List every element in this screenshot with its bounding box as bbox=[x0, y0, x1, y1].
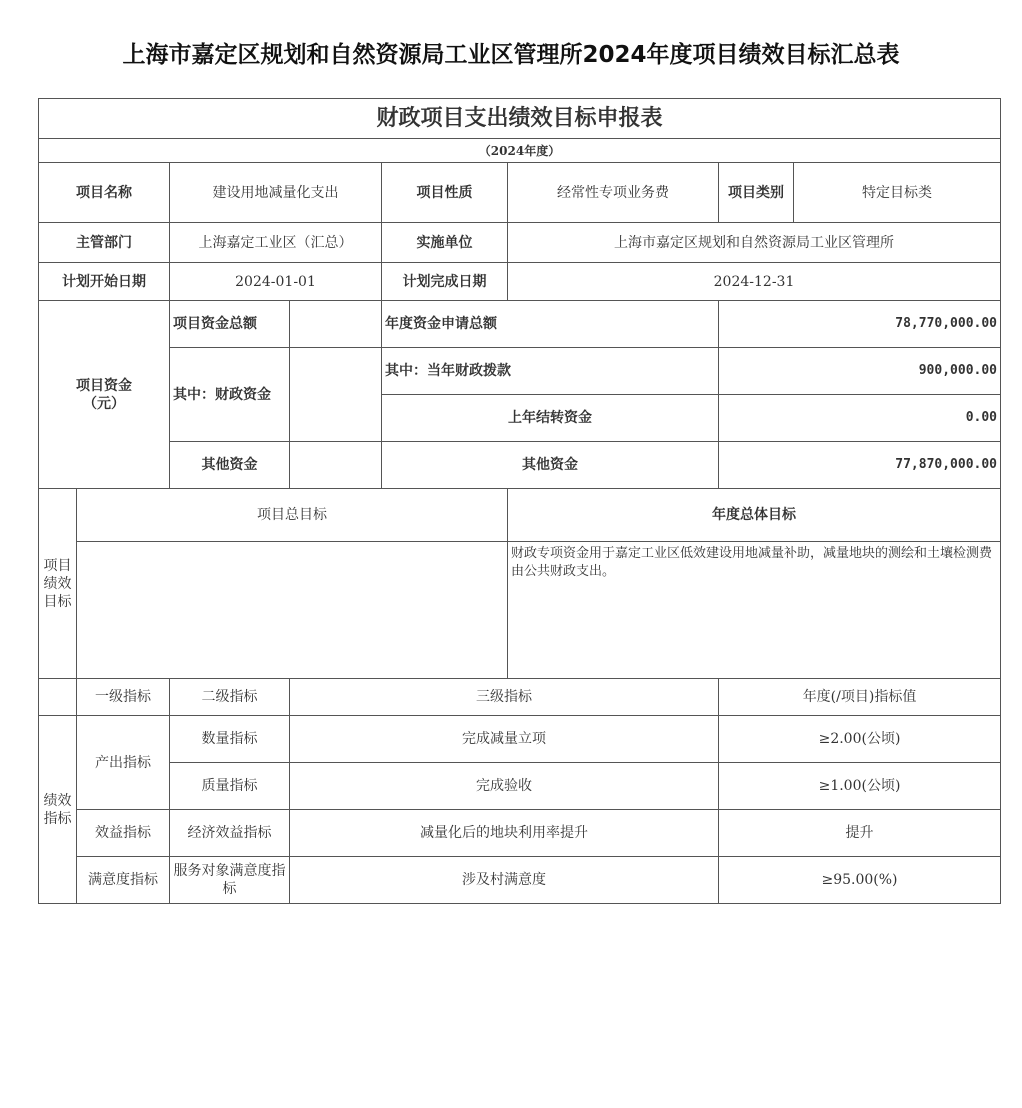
sheet-year: （2024年度） bbox=[39, 139, 1001, 163]
funds-label: 项目资金 bbox=[76, 377, 132, 394]
start-date-label: 计划开始日期 bbox=[39, 263, 170, 301]
indicator-value: ≥95.00(%) bbox=[719, 857, 1001, 904]
overall-goal-text bbox=[77, 542, 508, 679]
annual-goal-text: 财政专项资金用于嘉定工业区低效建设用地减量补助，减量地块的测绘和土壤检测费由公共财政支出。 bbox=[508, 542, 1001, 679]
header-value: 年度(/项目)指标值 bbox=[719, 679, 1001, 716]
header-level1: 一级指标 bbox=[77, 679, 170, 716]
indicator-level2: 数量指标 bbox=[170, 716, 290, 763]
sheet-title: 财政项目支出绩效目标申报表 bbox=[39, 99, 1001, 139]
unit-label: 实施单位 bbox=[382, 223, 508, 263]
annual-total-label: 年度资金申请总额 bbox=[382, 301, 719, 348]
other-funds-value bbox=[290, 442, 382, 489]
annual-other-value: 77,870,000.00 bbox=[719, 442, 1001, 489]
table-row bbox=[39, 716, 1001, 763]
header-level2: 二级指标 bbox=[170, 679, 290, 716]
indicator-level2: 经济效益指标 bbox=[170, 810, 290, 857]
indicator-level3: 完成验收 bbox=[290, 763, 719, 810]
overall-goal-label: 项目总目标 bbox=[77, 489, 508, 542]
indicator-level1: 产出指标 bbox=[77, 716, 170, 810]
indicator-level1: 满意度指标 bbox=[77, 857, 170, 904]
indicator-value: ≥1.00(公顷) bbox=[719, 763, 1001, 810]
other-funds-label: 其他资金 bbox=[170, 442, 290, 489]
indicator-value: ≥2.00(公顷) bbox=[719, 716, 1001, 763]
indicator-level3: 完成减量立项 bbox=[290, 716, 719, 763]
indicator-level2: 质量指标 bbox=[170, 763, 290, 810]
dept-value: 上海嘉定工业区（汇总） bbox=[170, 223, 382, 263]
project-name-label: 项目名称 bbox=[39, 163, 170, 223]
indicator-level1: 效益指标 bbox=[77, 810, 170, 857]
goals-section-label: 项目绩效目标 bbox=[39, 489, 77, 679]
project-nature-value: 经常性专项业务费 bbox=[508, 163, 719, 223]
page-title: 上海市嘉定区规划和自然资源局工业区管理所2024年度项目绩效目标汇总表 bbox=[122, 42, 900, 68]
project-category-label: 项目类别 bbox=[719, 163, 794, 223]
funds-total-label: 项目资金总额 bbox=[170, 301, 290, 348]
performance-report-table bbox=[38, 98, 1001, 904]
annual-goal-label: 年度总体目标 bbox=[508, 489, 1001, 542]
end-date-value: 2024-12-31 bbox=[508, 263, 1001, 301]
project-name-value: 建设用地减量化支出 bbox=[170, 163, 382, 223]
indicator-header-blank bbox=[39, 679, 77, 716]
dept-label: 主管部门 bbox=[39, 223, 170, 263]
current-alloc-label: 其中：当年财政拨款 bbox=[382, 348, 719, 395]
indicator-level2: 服务对象满意度指标 bbox=[170, 857, 290, 904]
start-date-value: 2024-01-01 bbox=[170, 263, 382, 301]
indicators-section-label: 绩效指标 bbox=[39, 716, 77, 904]
table-row bbox=[39, 810, 1001, 857]
funds-total-value bbox=[290, 301, 382, 348]
indicator-level3: 减量化后的地块利用率提升 bbox=[290, 810, 719, 857]
carryover-label: 上年结转资金 bbox=[382, 395, 719, 442]
carryover-value: 0.00 bbox=[719, 395, 1001, 442]
table-row bbox=[39, 857, 1001, 904]
indicator-value: 提升 bbox=[719, 810, 1001, 857]
funds-unit: （元） bbox=[83, 395, 125, 412]
annual-total-value: 78,770,000.00 bbox=[719, 301, 1001, 348]
current-alloc-value: 900,000.00 bbox=[719, 348, 1001, 395]
fiscal-funds-value bbox=[290, 348, 382, 442]
header-level3: 三级指标 bbox=[290, 679, 719, 716]
annual-other-label: 其他资金 bbox=[382, 442, 719, 489]
table-row bbox=[39, 763, 1001, 810]
indicator-level3: 涉及村满意度 bbox=[290, 857, 719, 904]
funds-section-label bbox=[39, 301, 170, 489]
project-category-value: 特定目标类 bbox=[794, 163, 1001, 223]
unit-value: 上海市嘉定区规划和自然资源局工业区管理所 bbox=[508, 223, 1001, 263]
end-date-label: 计划完成日期 bbox=[382, 263, 508, 301]
project-nature-label: 项目性质 bbox=[382, 163, 508, 223]
fiscal-funds-label: 其中：财政资金 bbox=[170, 348, 290, 442]
